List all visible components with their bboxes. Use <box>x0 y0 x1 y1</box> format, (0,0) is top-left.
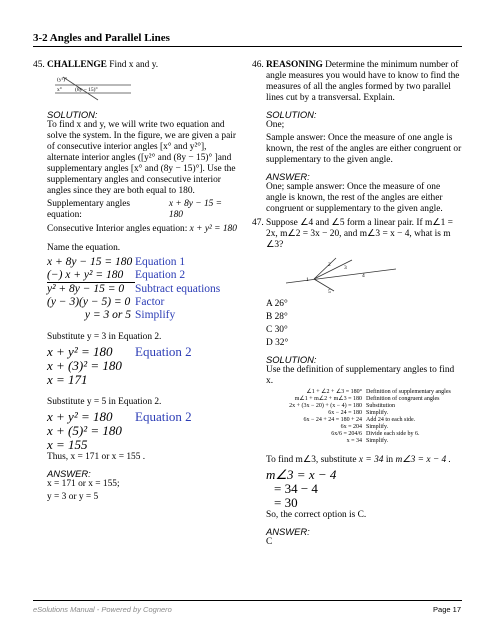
step-reason: Substitution <box>366 403 396 409</box>
find-eq2: m∠3 = x − 4 . <box>395 455 451 465</box>
answer-label: ANSWER: <box>266 171 310 182</box>
solution-steps <box>266 389 462 445</box>
parallel-lines-figure <box>53 75 133 101</box>
question-number: 47. <box>252 218 264 228</box>
option-c: C 30° <box>266 325 288 335</box>
step-reason: Simplify. <box>366 410 389 416</box>
step-eq: 6x/6 = 204/6 <box>331 431 362 437</box>
eq-reason: Equation 2 <box>135 409 192 424</box>
step-reason: Definition of congruent angles <box>366 396 440 402</box>
step-eq: 6x = 204 <box>340 424 362 430</box>
find-eq: x = 34 <box>358 455 384 465</box>
solution-text: Use the definition of supplementary angles to find x. <box>266 365 455 386</box>
answer-line-1: x = 171 or x = 155; <box>47 479 120 489</box>
question-prompt: Suppose ∠4 and ∠5 form a linear pair. If m∠1 = 2x, m∠2 = 3x − 20, and m∠3 = x − 4, what is m ∠3? <box>266 218 453 250</box>
supp-equation: x + 8y − 15 = 180 <box>168 199 223 220</box>
question-number: 45. <box>33 60 45 70</box>
question-prompt: Find x and y. <box>106 60 159 70</box>
answer-label: ANSWER: <box>47 468 91 479</box>
solution-label: SOLUTION: <box>266 109 317 120</box>
step-reason: Simplify. <box>366 424 389 430</box>
eq-step: x + (5)² = 180 <box>47 423 122 438</box>
step-reason: Add 24 to each side. <box>366 417 416 423</box>
step-reason: Definition of supplementary angles <box>366 389 451 395</box>
answer-line-2: y = 3 or y = 5 <box>47 492 99 502</box>
step-eq: 6x − 24 = 180 <box>328 410 362 416</box>
angle-label-2: 2 <box>328 262 331 268</box>
question-title: CHALLENGE <box>47 60 107 70</box>
option-b: B 28° <box>266 312 288 322</box>
angle-label-5: 5 <box>328 289 331 295</box>
eq-step: (−) x + y² = 180 <box>47 269 124 281</box>
answer-label: ANSWER: <box>266 526 310 537</box>
result-step: m∠3 = x − 4 <box>266 467 337 482</box>
solution-line-2: Sample answer: Once the measure of one angle is known, the rest of the angles are either congruent or supplementary to the given angle. <box>266 133 462 165</box>
eq-step: x = 155 <box>47 437 88 452</box>
name-equation: Name the equation. <box>47 243 121 253</box>
page-header: 3-2 Angles and Parallel Lines <box>33 32 170 44</box>
question-title: REASONING <box>266 60 323 70</box>
step-eq: x = 34 <box>346 438 362 444</box>
eq-reason: Equation 2 <box>135 344 192 359</box>
eq-reason: Equation 1 <box>135 256 186 268</box>
eq-reason: Equation 2 <box>135 269 186 281</box>
eq-step: y² + 8y − 15 = 0 <box>47 283 125 295</box>
angle-label-4: 4 <box>362 273 365 279</box>
answer-text: C <box>266 537 273 547</box>
angles-figure <box>286 255 406 295</box>
result-step: = 30 <box>274 495 298 510</box>
step-eq: 6x − 24 + 24 = 180 + 24 <box>303 417 362 423</box>
question-45 <box>33 60 238 505</box>
solution-label: SOLUTION: <box>47 109 98 120</box>
substitution-1 <box>47 345 238 387</box>
question-47 <box>252 218 462 550</box>
equation-table <box>47 256 238 322</box>
page-number: Page 17 <box>433 605 461 614</box>
result-step: = 34 − 4 <box>274 481 318 496</box>
step-reason: Divide each side by 6. <box>366 431 420 437</box>
fig-label-y2: (y²)° <box>57 77 68 83</box>
eq-step: x + (3)² = 180 <box>47 358 122 373</box>
conclusion: So, the correct option is C. <box>266 510 367 520</box>
footer-rule <box>33 600 462 601</box>
substitute-1: Substitute y = 3 in Equation 2. <box>47 332 162 342</box>
step-eq: m∠1 + m∠2 + m∠3 = 180 <box>294 396 362 402</box>
question-prompt: Determine the minimum number of angle measures you would have to know to find the measures of all the angles formed by two parallel lines cut by a transversal. Explain. <box>266 60 460 103</box>
step-eq: ∠1 + ∠2 + ∠3 = 180° <box>306 389 362 395</box>
eq-step: x = 171 <box>47 372 88 387</box>
angle-label-3: 3 <box>344 265 347 271</box>
eq-step: x + y² = 180 <box>47 344 113 359</box>
eq-step: x + 8y − 15 = 180 <box>47 256 133 268</box>
supp-label: Supplementary angles equation: <box>47 199 131 220</box>
eq-step: x + y² = 180 <box>47 409 113 424</box>
solution-line-1: One; <box>266 120 285 130</box>
cons-equation: x + y² = 180 <box>189 224 237 234</box>
eq-step: y = 3 or 5 <box>84 309 131 321</box>
solution-label: SOLUTION: <box>266 354 317 365</box>
option-d: D 32° <box>266 338 289 348</box>
fig-label-x: x° <box>57 87 62 93</box>
eq-reason: Simplify <box>135 309 176 321</box>
substitution-2 <box>47 410 238 452</box>
solution-text: To find x and y, we will write two equation and solve the system. In the figure, we are given a pair of consecutive interior angles [x° and y²°], alternate interior angles ([y²° and (8y − 15)° ]and supplementary angles [x° and (8y − 15)°]. Use the supplementary angles and consecutive interior angles since they are both equal to 180. <box>47 120 236 196</box>
question-46 <box>252 60 462 217</box>
fig-label-8y: (8y − 15)° <box>75 87 98 93</box>
answer-text: One; sample answer: Once the measure of one angle is known, the rest of the angles are either congruent or supplementary to the given angle. <box>266 182 443 214</box>
eq-reason: Factor <box>135 296 165 308</box>
question-number: 46. <box>252 60 264 70</box>
header-rule <box>33 46 462 47</box>
step-eq: 2x + (3x − 20) + (x − 4) = 180 <box>289 403 362 409</box>
find-in: in <box>385 455 394 465</box>
angle-label-1: 1 <box>306 277 309 283</box>
substitute-2: Substitute y = 5 in Equation 2. <box>47 397 162 407</box>
thus-line: Thus, x = 171 or x = 155 . <box>47 452 146 462</box>
option-a: A 26° <box>266 299 288 309</box>
eq-step: (y − 3)(y − 5) = 0 <box>47 296 131 308</box>
step-reason: Simplify. <box>366 438 389 444</box>
cons-label: Consecutive Interior angles equation: <box>47 224 188 234</box>
result-steps <box>266 468 462 510</box>
find-text: To find m∠3, substitute <box>266 455 357 465</box>
eq-reason: Subtract equations <box>135 283 221 295</box>
footer-text: eSolutions Manual - Powered by Cognero <box>33 605 172 614</box>
